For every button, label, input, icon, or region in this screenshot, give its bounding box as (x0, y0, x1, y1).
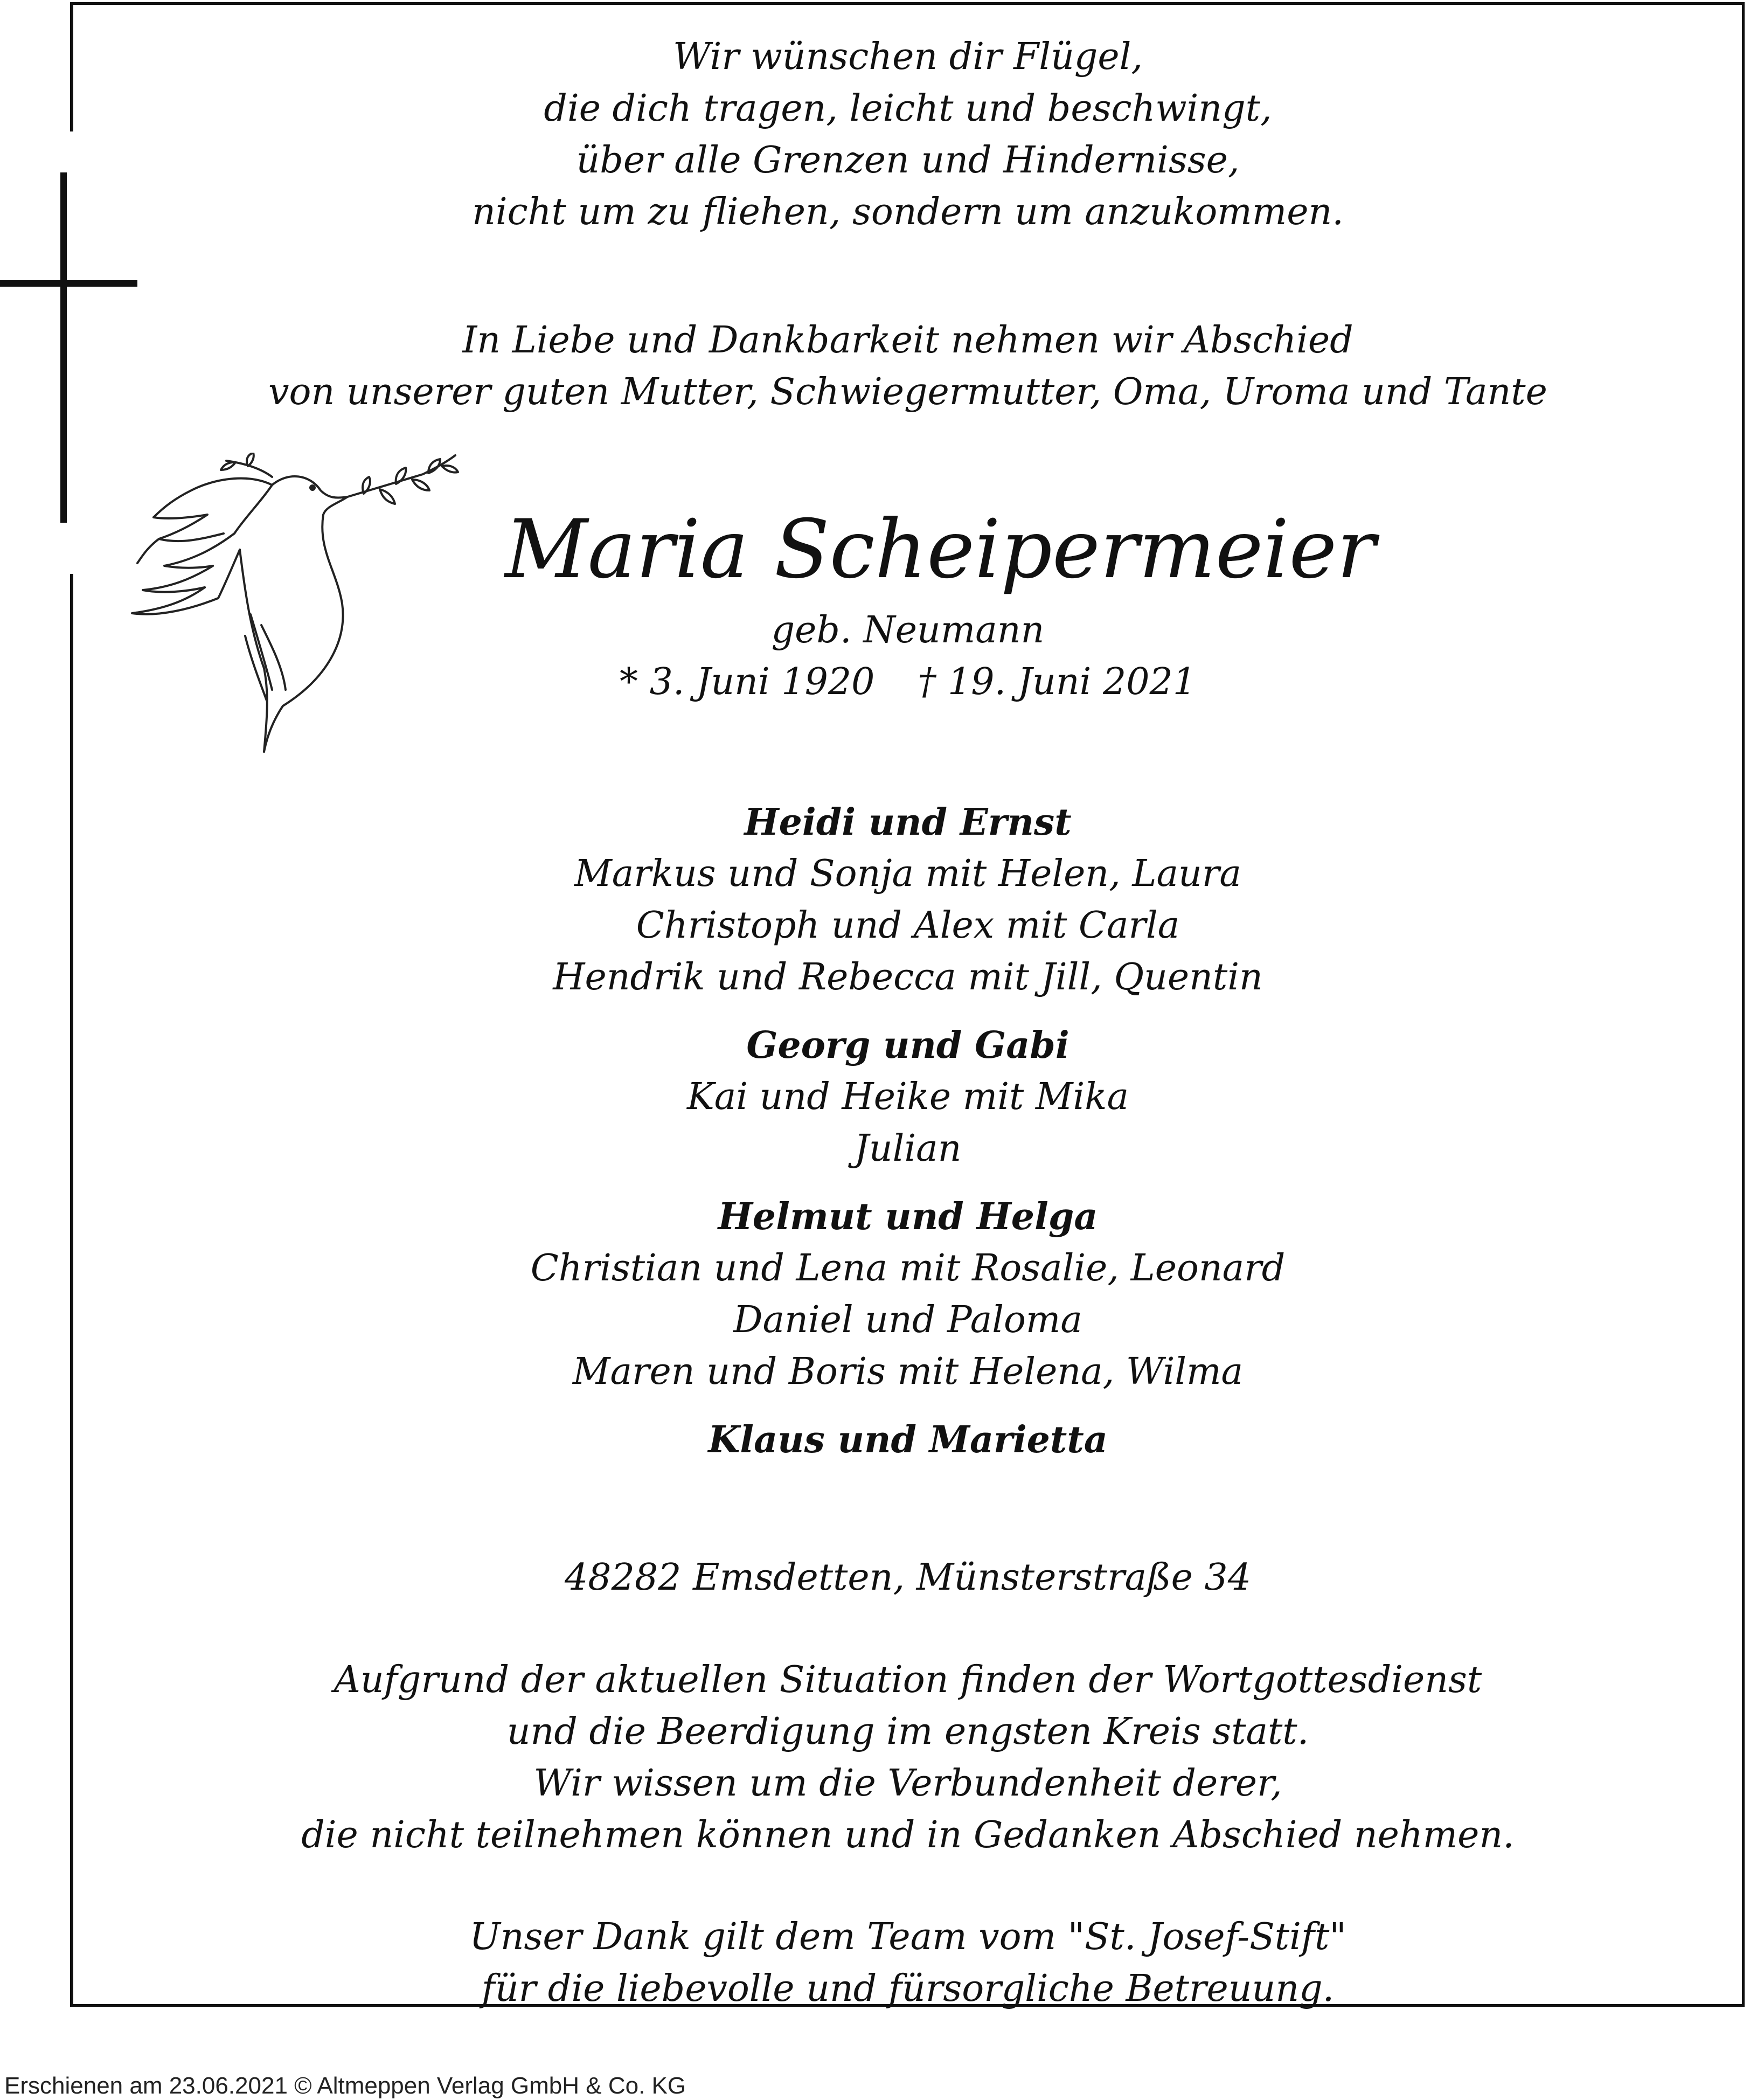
service-notice (75, 1654, 1740, 1861)
deceased (75, 501, 1740, 708)
family-member: Kai und Heike mit Mika (686, 1076, 1129, 1118)
family-group (75, 796, 1740, 1003)
thanks-line: für die liebevolle und fürsorgliche Betreuung. (481, 1967, 1335, 2010)
frame-left-edge-top (70, 2, 73, 131)
family-member: Daniel und Paloma (733, 1299, 1082, 1341)
notice-line: Wir wissen um die Verbundenheit derer, (533, 1762, 1282, 1805)
birth-date: * 3. Juni 1920 (619, 661, 875, 703)
family-member: Markus und Sonja mit Helen, Laura (574, 853, 1241, 895)
thanks (75, 1911, 1740, 2015)
family-member: Hendrik und Rebecca mit Jill, Quentin (553, 956, 1263, 999)
notice-line: die nicht teilnehmen können und in Gedanken Abschied nehmen. (301, 1814, 1515, 1856)
intro (75, 315, 1740, 418)
maiden-name: geb. Neumann (771, 609, 1045, 652)
deceased-name: Maria Scheipermeier (505, 503, 1376, 597)
death-date: † 19. Juni 2021 (918, 661, 1197, 703)
poem-line: über alle Grenzen und Hindernisse, (576, 139, 1240, 182)
publication-footer: Erschienen am 23.06.2021 © Altmeppen Verlag GmbH & Co. KG (4, 2073, 686, 2099)
family-member: Julian (854, 1127, 962, 1170)
thanks-line: Unser Dank gilt dem Team vom "St. Josef-Stift" (469, 1916, 1346, 1958)
life-dates (75, 656, 1740, 708)
poem-line: die dich tragen, leicht und beschwingt, (544, 87, 1272, 130)
family-member: Maren und Boris mit Helena, Wilma (572, 1350, 1244, 1393)
family-head: Georg und Gabi (746, 1024, 1070, 1067)
notice-line: Aufgrund der aktuellen Situation finden der Wortgottesdienst (334, 1659, 1482, 1701)
family-head: Helmut und Helga (718, 1195, 1098, 1238)
family-member: Christian und Lena mit Rosalie, Leonard (530, 1247, 1286, 1290)
family-group (75, 1414, 1740, 1466)
frame-left-edge-bottom (70, 574, 73, 2007)
notice-line: und die Beerdigung im engsten Kreis statt. (506, 1710, 1309, 1753)
family-head: Klaus und Marietta (708, 1418, 1108, 1461)
family-group (75, 1020, 1740, 1175)
address-line: 48282 Emsdetten, Münsterstraße 34 (565, 1556, 1251, 1599)
family-group (75, 1191, 1740, 1398)
family-list (75, 796, 1740, 1466)
intro-line: von unserer guten Mutter, Schwiegermutter, Oma, Uroma und Tante (268, 371, 1547, 413)
family-head: Heidi und Ernst (744, 801, 1072, 844)
poem-line: Wir wünschen dir Flügel, (672, 36, 1143, 78)
poem-line: nicht um zu fliehen, sondern um anzukommen. (472, 191, 1344, 233)
address (75, 1552, 1740, 1604)
family-member: Christoph und Alex mit Carla (636, 904, 1180, 947)
intro-line: In Liebe und Dankbarkeit nehmen wir Abschied (462, 319, 1353, 362)
poem (75, 31, 1740, 238)
